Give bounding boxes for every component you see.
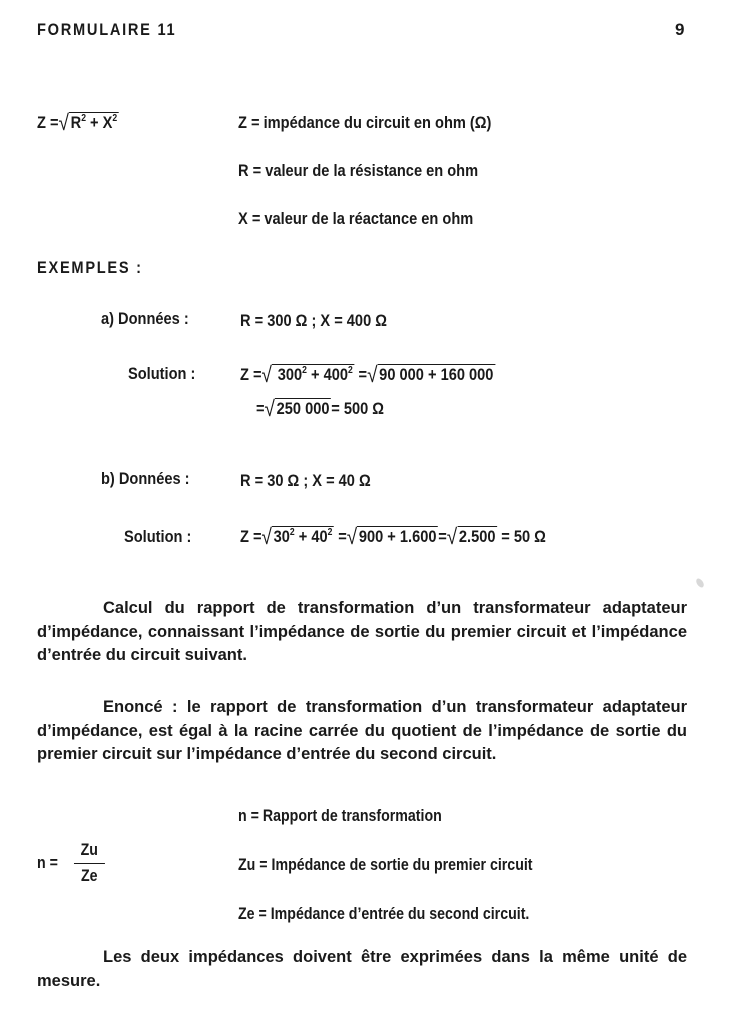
paragraph-enonce: Enoncé : le rapport de transformation d’un transformateur adaptateur d’impédance, est égal à la racine carrée du quotient de l’impédance de sortie du premier circuit sur l’impédance d’entrée du second circuit.: [37, 698, 687, 763]
example-a-solution-line1: Z =√ $300^2 + 400^2$ =√ 90 000 + 160 000: [240, 362, 494, 387]
example-a-solution-line2: =√ 250 000 = 500 Ω: [256, 396, 385, 421]
examples-heading: EXEMPLES :: [37, 258, 143, 277]
definition-zu: Zu = Impédance de sortie du premier circuit: [238, 856, 533, 874]
example-a-solution-label: Solution :: [128, 364, 196, 383]
definition-n: n = Rapport de transformation: [238, 807, 442, 825]
example-b-solution: Z =√ $30^2 + 40^2$ =√ 900 + 1.600 =√ 2.500 = 50 Ω: [240, 524, 546, 549]
square-root: √ 250 000: [264, 396, 330, 421]
square-root: √ $R^2 + X^2$: [58, 110, 118, 135]
ratio-formula: n = $\frac{Zu}{Ze}$: [37, 841, 116, 886]
square-root: √ $30^2 + 40^2$: [261, 524, 333, 549]
example-b-data: R = 30 Ω ; X = 40 Ω: [240, 471, 371, 490]
square-root: √ 2.500: [446, 524, 496, 549]
running-header-title: FORMULAIRE 11: [37, 20, 177, 39]
example-b-label: b) Données :: [101, 469, 190, 488]
example-a-label: a) Données :: [101, 309, 189, 328]
square-root: √ $300^2 + 400^2$: [261, 362, 353, 387]
definition-z: Z = impédance du circuit en ohm (Ω): [238, 113, 492, 132]
square-root: √ 90 000 + 160 000: [367, 362, 494, 387]
page-number: 9: [675, 20, 687, 39]
paragraph-units: Les deux impédances doivent être exprimées dans la même unité de mesure.: [37, 948, 687, 990]
definition-ze: Ze = Impédance d’entrée du second circuit.: [238, 905, 530, 923]
definition-x: X = valeur de la réactance en ohm: [238, 209, 474, 228]
impedance-formula: [37, 110, 132, 136]
example-b-solution-label: Solution :: [124, 527, 192, 546]
fraction: $\frac{Zu}{Ze}$: [74, 841, 105, 886]
formula-lhs: Z =: [37, 113, 59, 132]
running-header: [37, 20, 199, 40]
example-a-data: R = 300 Ω ; X = 400 Ω: [240, 311, 387, 330]
square-root: √ 900 + 1.600: [346, 524, 437, 549]
definition-r: R = valeur de la résistance en ohm: [238, 161, 479, 180]
paragraph-transformer-calc: Calcul du rapport de transformation d’un transformateur adaptateur d’impédance, connaissant l’impédance de sortie du premier circuit et l’impédance d’entrée du circuit suivant.: [37, 599, 687, 664]
scan-speck: [695, 577, 706, 589]
